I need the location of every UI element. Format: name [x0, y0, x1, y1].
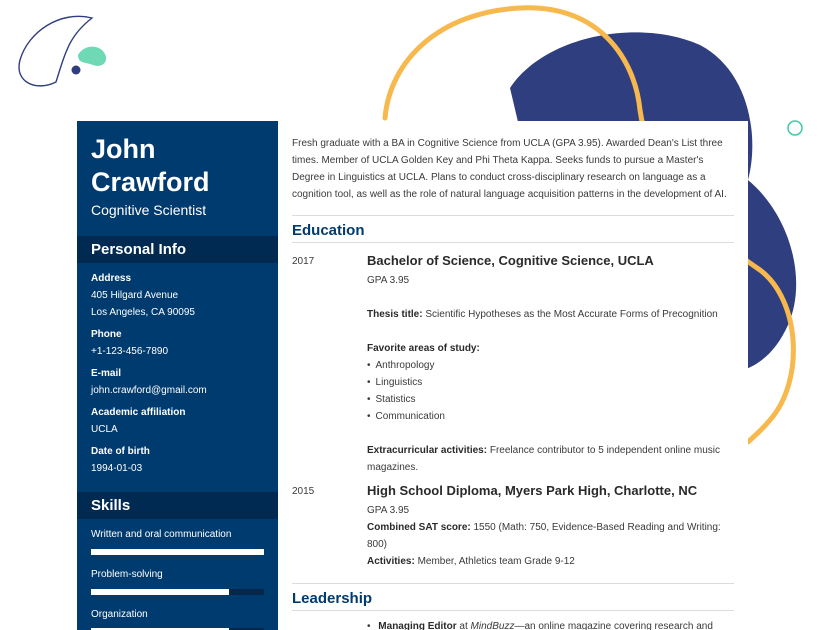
leadership-heading: Leadership [292, 590, 373, 607]
divider [292, 242, 734, 243]
thesis-label: Thesis title: [367, 309, 423, 320]
affiliation-value: UCLA [91, 424, 118, 435]
affiliation-label: Academic affiliation [91, 407, 186, 418]
extracurricular-label: Extracurricular activities: [367, 445, 488, 456]
activities-line [367, 553, 732, 570]
activities-text: Member, Athletics team Grade 9-12 [417, 556, 575, 567]
candidate-name [91, 133, 271, 199]
skill-level-fill [91, 589, 229, 595]
address-label: Address [91, 273, 132, 284]
activities-label: Activities: [367, 556, 415, 567]
skill-level-bar [91, 589, 264, 595]
divider [292, 583, 734, 584]
skill-level-fill [91, 549, 264, 555]
address-line1: 405 Hilgard Avenue [91, 290, 179, 301]
candidate-title: Cognitive Scientist [91, 202, 207, 218]
thesis-line [367, 306, 732, 323]
education-entry [367, 482, 732, 570]
extracurricular-text: Freelance contributor to 5 independent online music magazines. [367, 445, 720, 473]
profile-summary: Fresh graduate with a BA in Cognitive Science from UCLA (GPA 3.95). Awarded Dean's List three times. Member of UCLA Golden Key and Phi Theta Kappa. Seeks funds to pursue a Master's Degree in Linguistics at UCLA. Plans to conduct cross-disciplinary research on language as a cognition tool, as well as the role of natural language acquisition patterns in the development of AI. [292, 138, 727, 200]
education-entry [367, 252, 732, 476]
list-item: • Anthropology [367, 357, 732, 374]
skill-label: Written and oral communication [91, 529, 232, 540]
leadership-text: —an online magazine covering research and [514, 621, 713, 630]
thesis-text: Scientific Hypotheses as the Most Accurate Forms of Precognition [425, 309, 718, 320]
email-value: john.crawford@gmail.com [91, 385, 207, 396]
email-block [91, 365, 207, 399]
dob-label: Date of birth [91, 446, 150, 457]
address-line2: Los Angeles, CA 90095 [91, 307, 195, 318]
list-item: • Communication [367, 408, 732, 425]
resume-main [278, 121, 748, 630]
gpa-text: GPA 3.95 [367, 275, 410, 286]
areas-label-text: Favorite areas of study: [367, 343, 480, 354]
divider [292, 610, 734, 611]
list-item: • Linguistics [367, 374, 732, 391]
dob-block [91, 443, 150, 477]
education-year: 2015 [292, 486, 315, 497]
education-heading: Education [292, 222, 365, 239]
sat-text: 1550 (Math: 750, Evidence-Based Reading and Writing: 800) [367, 522, 721, 550]
skills-heading: Skills [77, 492, 278, 519]
navy-dot-shape [72, 66, 81, 75]
resume-sidebar [77, 121, 278, 630]
degree-title: Bachelor of Science, Cognitive Science, UCLA [367, 253, 654, 268]
personal-info-heading: Personal Info [77, 236, 278, 263]
dob-value: 1994-01-03 [91, 463, 143, 474]
phone-block [91, 326, 168, 360]
leadership-at: at [459, 621, 468, 630]
skill-label: Organization [91, 609, 148, 620]
candidate-first-name: John [91, 134, 156, 164]
phone-value: +1-123-456-7890 [91, 346, 169, 357]
gpa-text: GPA 3.95 [367, 505, 410, 516]
areas-label [367, 340, 732, 357]
phone-label: Phone [91, 329, 122, 340]
sat-label: Combined SAT score: [367, 522, 471, 533]
sat-line [367, 519, 732, 553]
mint-blob-shape [78, 47, 106, 66]
list-item: • Statistics [367, 391, 732, 408]
affiliation-block [91, 404, 185, 438]
leadership-role: Managing Editor [378, 621, 457, 630]
skill-level-bar [91, 549, 264, 555]
education-year: 2017 [292, 256, 315, 267]
mint-ring-shape [788, 121, 802, 135]
leadership-org: MindBuzz [470, 621, 515, 630]
extracurricular-line [367, 442, 732, 476]
address-block [91, 270, 195, 321]
list-item [367, 618, 732, 630]
skill-label: Problem-solving [91, 569, 163, 580]
email-label: E-mail [91, 368, 122, 379]
divider [292, 215, 734, 216]
degree-title: High School Diploma, Myers Park High, Charlotte, NC [367, 483, 698, 498]
candidate-last-name: Crawford [91, 167, 210, 197]
